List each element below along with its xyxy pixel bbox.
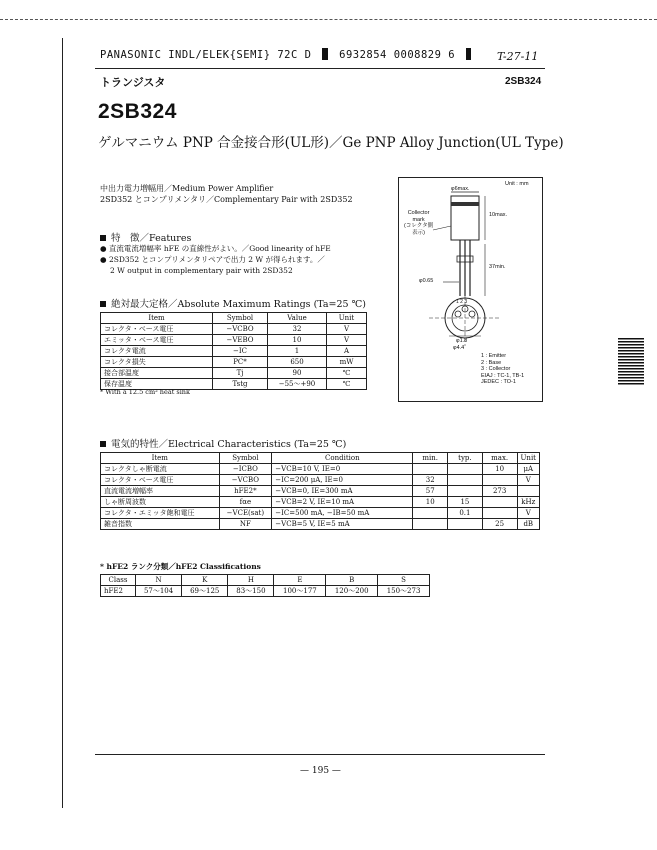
classification-table (100, 574, 430, 597)
col-header: S (378, 575, 430, 586)
col-header: Item (101, 453, 220, 464)
table-row: コレクタ・エミッタ飽和電圧 −VCE(sat) −IC=500 mA, −IB=50 mA 0.1 V (101, 508, 540, 519)
abs-max-heading: 絶対最大定格／Absolute Maximum Ratings (Ta=25 ℃) (100, 296, 366, 310)
header-bar-mark (322, 48, 328, 60)
col-header: Condition (272, 453, 413, 464)
dim-height-label: 10max. (489, 212, 508, 218)
header-code: 6932854 0008829 6 (339, 49, 456, 61)
header-bar-mark-2 (466, 48, 471, 60)
col-header: Unit (327, 313, 367, 324)
col-header: typ. (448, 453, 483, 464)
header-scan-line (100, 48, 475, 61)
page-edge-marker (618, 338, 644, 386)
top-dashed-rule (0, 19, 657, 20)
col-header: Unit (517, 453, 539, 464)
elec-table (100, 452, 540, 530)
features-heading: 特 徴／Features (100, 230, 191, 244)
col-header: Value (268, 313, 327, 324)
col-header: Item (101, 313, 213, 324)
header-part-number: 2SB324 (505, 76, 542, 87)
pin-numbers: 1 2 3 (456, 299, 468, 305)
header-company: PANASONIC INDL/ELEK{SEMI} 72C D (100, 49, 312, 61)
table-row: hFE2 57〜104 69〜125 83〜150 100〜177 120〜200 150〜273 (101, 586, 430, 597)
intro-line-2: 2SD352 とコンプリメンタリ／Complementary Pair with 2SD352 (100, 195, 353, 204)
table-row: コレクタ・ベース電圧 −VCBO 32 V (101, 324, 367, 335)
unit-label: Unit : mm (505, 181, 529, 187)
feature-item: ● 直流電流増幅率 hFE の直線性がよい。／Good linearity of hFE (100, 244, 331, 253)
page-number: — 195 — (300, 766, 341, 776)
col-header: N (136, 575, 182, 586)
page-title: 2SB324 (98, 100, 177, 123)
category-label: トランジスタ (100, 76, 166, 89)
section-square-icon (100, 235, 106, 241)
abs-max-footnote: * With a 12.5 cm² heat sink (100, 388, 190, 396)
col-header: Symbol (213, 313, 268, 324)
col-header: B (326, 575, 378, 586)
dim-base-label: φ4.4 (453, 345, 465, 351)
dim-pin-circle-label: φ1.8 (456, 338, 468, 344)
col-header: K (182, 575, 228, 586)
table-row: コレクタ損失 PC* 650 mW (101, 357, 367, 368)
table-row: 保存温度 Tstg −55〜+90 ℃ (101, 379, 367, 390)
dim-length-label: 37min. (489, 264, 506, 270)
table-row: コレクタ・ベース電圧 −VCBO −IC=200 μA, IE=0 32 V (101, 475, 540, 486)
section-square-icon (100, 441, 106, 447)
table-row: エミッタ・ベース電圧 −VEBO 10 V (101, 335, 367, 346)
left-margin-rule (62, 38, 63, 808)
intro-line-1: 中出力電力増幅用／Medium Power Amplifier (100, 184, 274, 193)
table-row: しゃ断周波数 fαe −VCB=2 V, IE=10 mA 10 15 kHz (101, 497, 540, 508)
col-header: max. (482, 453, 517, 464)
col-header: E (274, 575, 326, 586)
footer-rule (95, 754, 545, 755)
feature-item: 2 W output in complementary pair with 2SD352 (110, 266, 293, 275)
table-row: 接合部温度 Tj 90 ℃ (101, 368, 367, 379)
dim-lead-label: φ0.65 (419, 278, 434, 284)
elec-heading: 電気的特性／Electrical Characteristics (Ta=25 ℃) (100, 436, 346, 450)
page-subtitle: ゲルマニウム PNP 合金接合形(UL形)／Ge PNP Alloy Junction(UL Type) (98, 135, 564, 151)
col-header: Symbol (219, 453, 272, 464)
table-row: 雑音指数 NF −VCB=5 V, IE=5 mA 25 dB (101, 519, 540, 530)
abs-max-table (100, 312, 367, 390)
feature-item: ● 2SD352 とコンプリメンタリペアで出力 2 W が得られます。／ (100, 255, 325, 264)
table-row: コレクタしゃ断電流 −ICBO −VCB=10 V, IE=0 10 μA (101, 464, 540, 475)
dim-top-label: φ6max. (451, 186, 470, 192)
col-header: Class (101, 575, 136, 586)
header-bottom-rule (95, 68, 545, 69)
col-header: H (228, 575, 274, 586)
col-header: min. (413, 453, 448, 464)
classification-heading: * hFE2 ランク分類／hFE2 Classifications (100, 562, 261, 571)
package-diagram (398, 177, 543, 402)
section-square-icon (100, 301, 106, 307)
handwritten-note: T-27-11 (497, 50, 539, 63)
collector-mark-label: Collector mark (コレクタ側 表示) (404, 210, 434, 236)
table-row: 直流電流増幅率 hFE2* −VCB=0, IE=300 mA 57 273 (101, 486, 540, 497)
pin-legend: 1 : Emitter 2 : Base 3 : Collector EIAJ : TC-1, TB-1 JEDEC : TO-1 (481, 353, 525, 385)
table-row: コレクタ電流 −IC 1 A (101, 346, 367, 357)
